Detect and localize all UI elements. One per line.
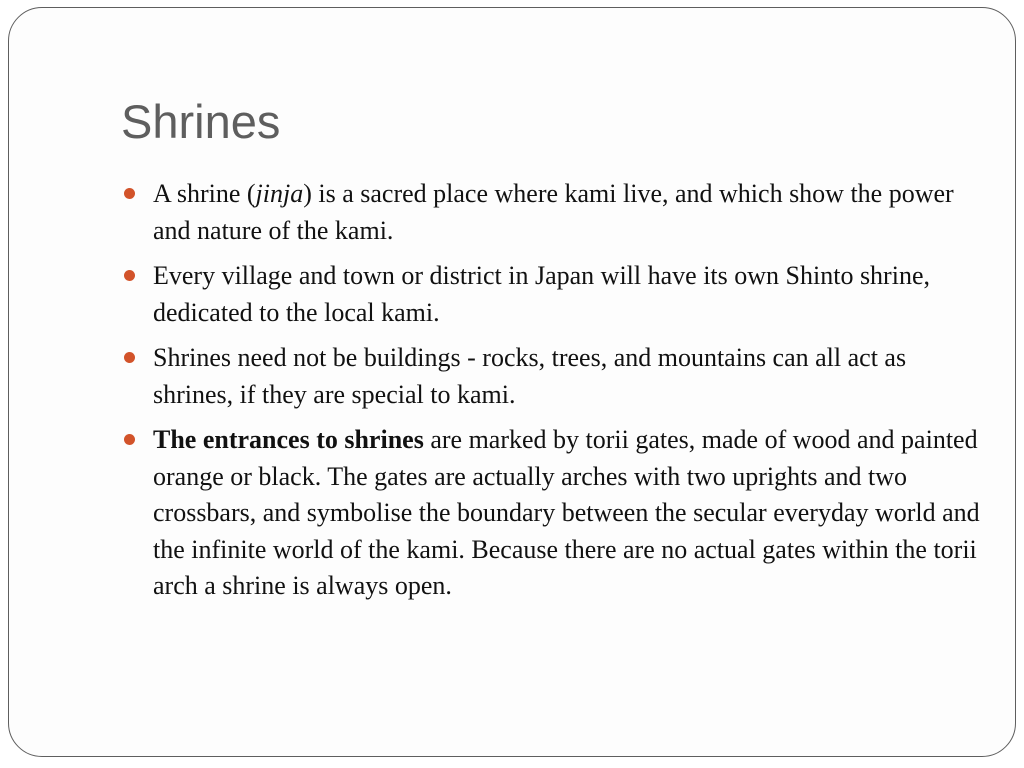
bullet-text-post: ) is a sacred place where kami live, and which show the power and nature of the kami. [153, 179, 954, 245]
bullet-text-bold: The entrances to shrines [153, 425, 424, 454]
slide-title: Shrines [121, 95, 281, 148]
slide [8, 7, 1016, 757]
bullet-item-torii-gates [121, 422, 981, 605]
bullet-list [121, 176, 981, 614]
bullet-text-italic: jinja [255, 179, 304, 208]
bullet-item-shrine-definition [121, 176, 981, 249]
bullet-dot-icon [124, 434, 135, 445]
bullet-dot-icon [124, 270, 135, 281]
bullet-text-pre: A shrine ( [153, 179, 256, 208]
bullet-text: Every village and town or district in Japan will have its own Shinto shrine, dedicated to the local kami. [153, 261, 930, 327]
bullet-text-post: are marked by torii gates, made of wood and painted orange or black. The gates are actually arches with two uprights and two crossbars, and symbolise the boundary between the secular everyday world and the infinite world of the kami. Because there are no actual gates within the torii arch a shrine is always open. [153, 425, 980, 600]
bullet-dot-icon [124, 352, 135, 363]
bullet-text: Shrines need not be buildings - rocks, trees, and mountains can all act as shrines, if they are special to kami. [153, 343, 907, 409]
bullet-item-not-buildings [121, 340, 981, 413]
bullet-dot-icon [124, 188, 135, 199]
bullet-item-village-shrines [121, 258, 981, 331]
